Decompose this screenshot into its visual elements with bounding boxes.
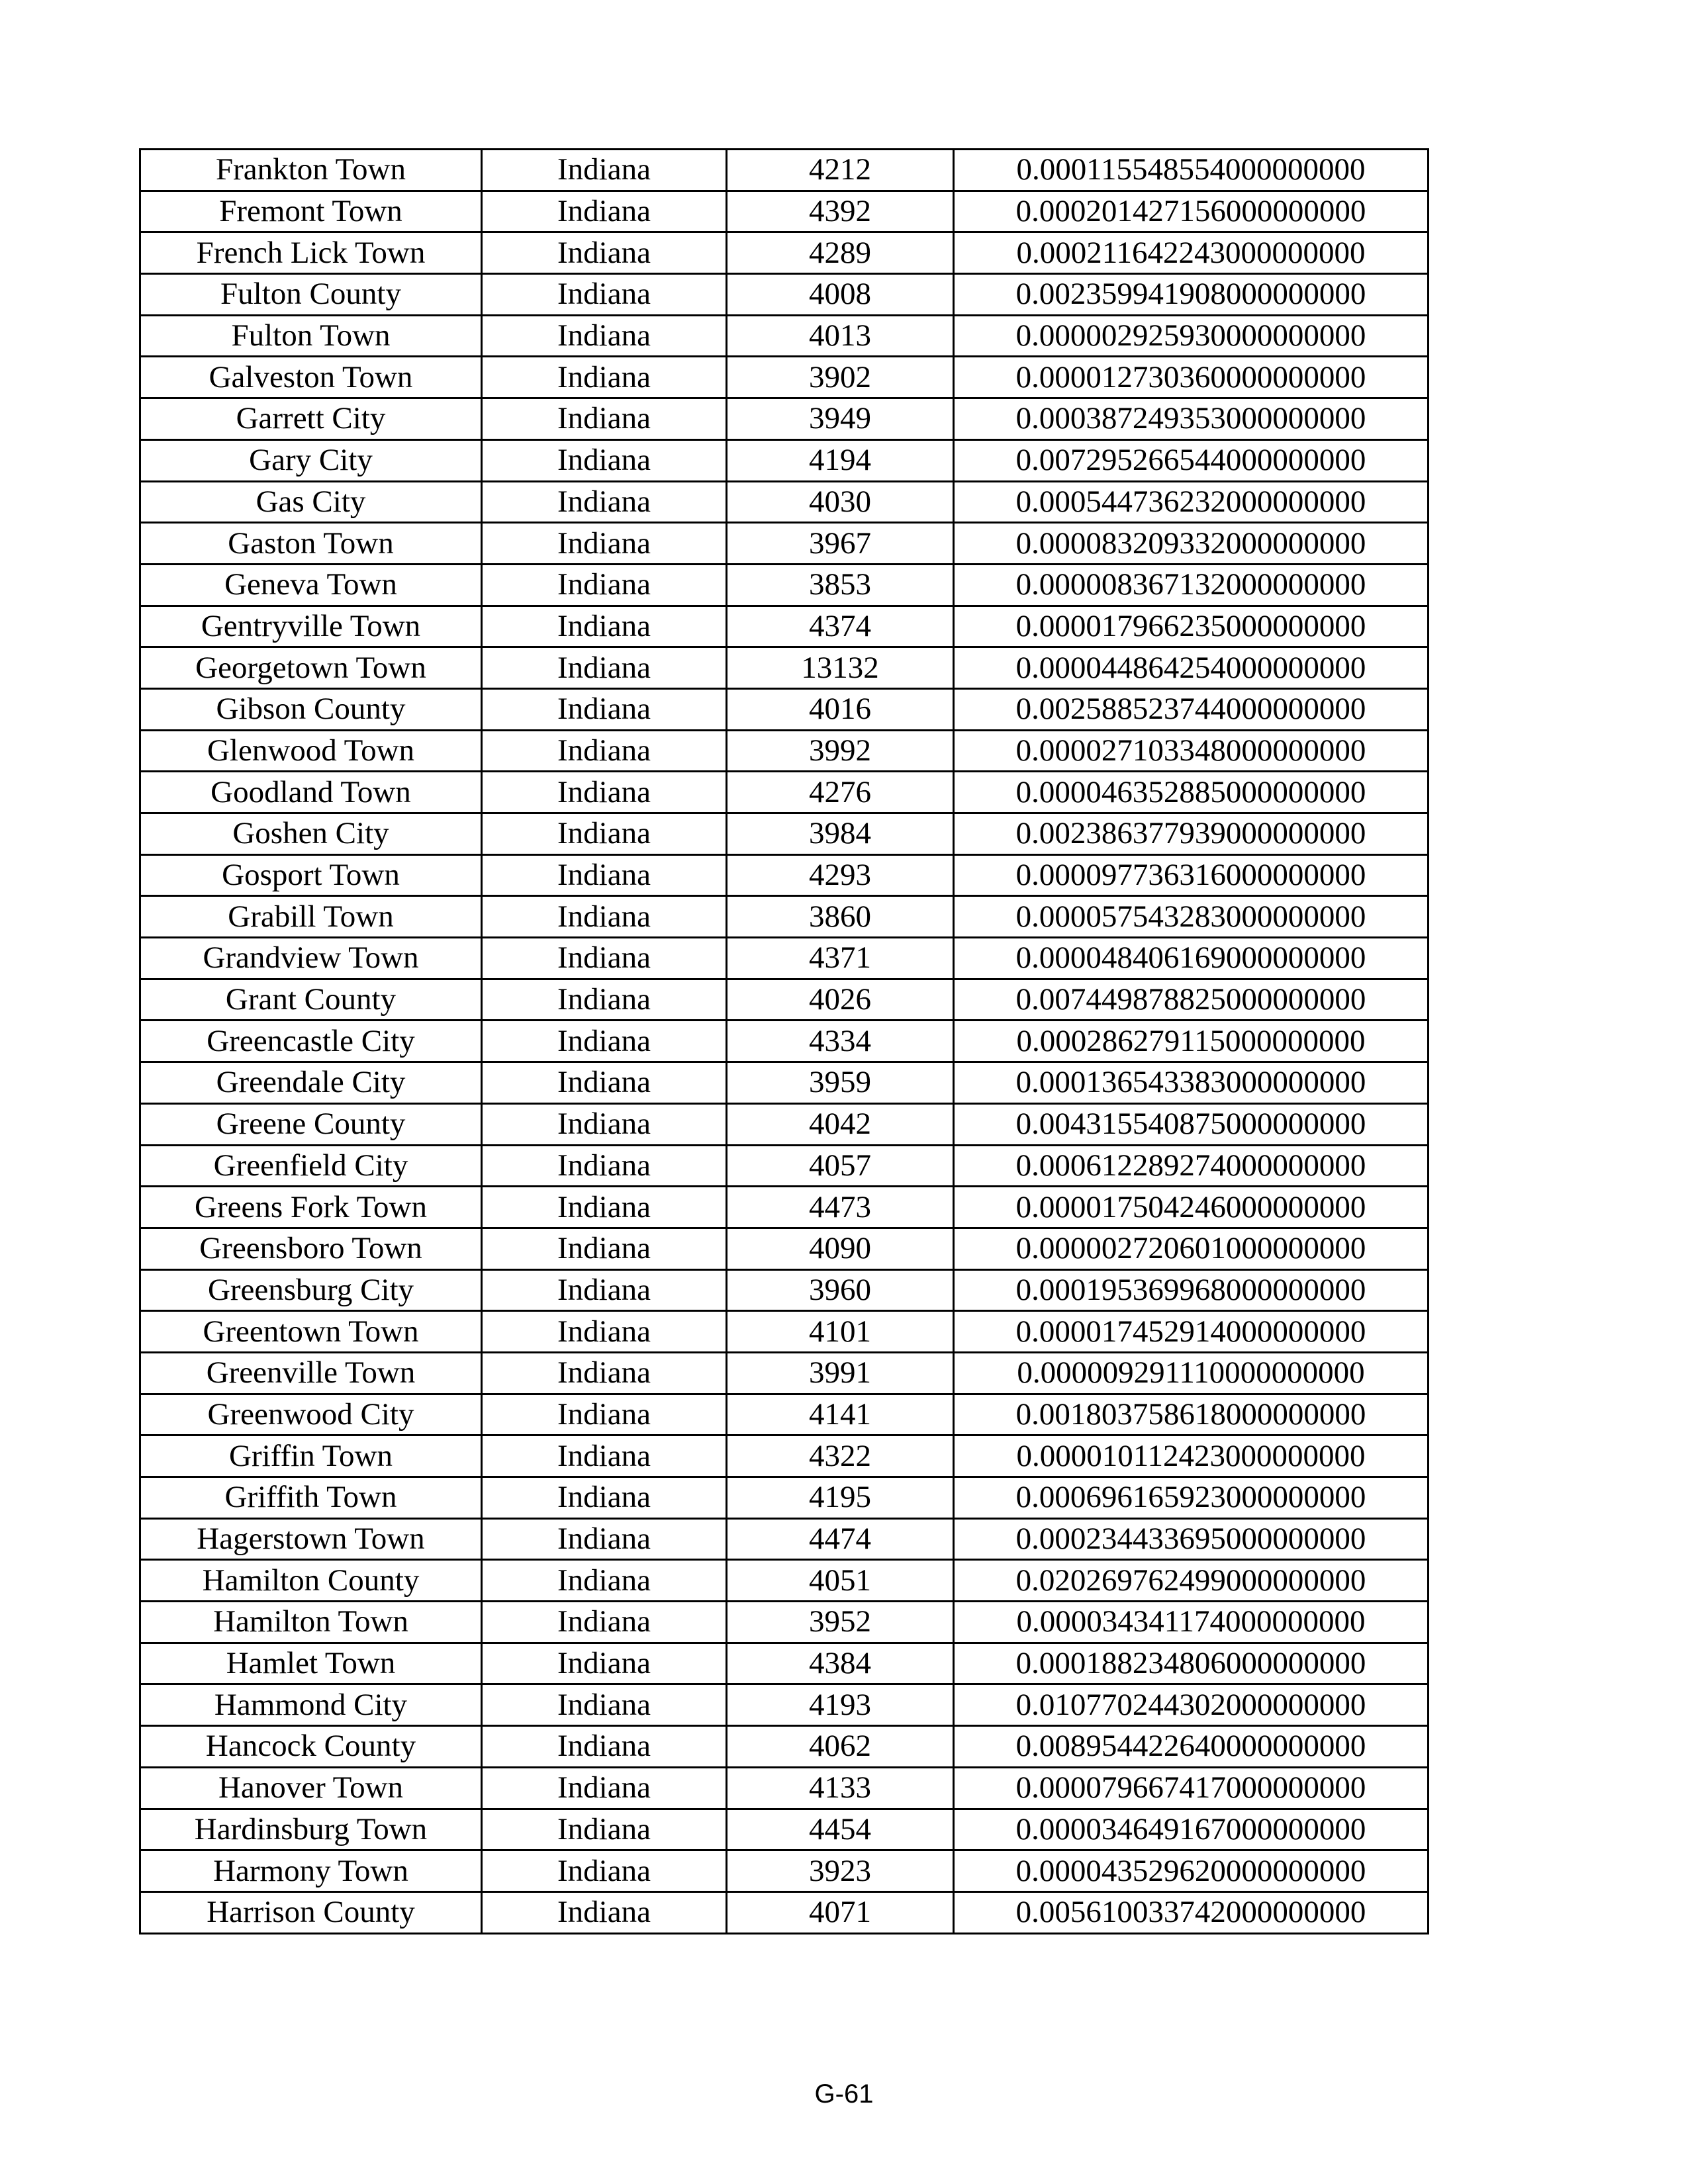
cell-value: 0.007449878825000000000 xyxy=(954,979,1429,1021)
cell-value: 0.000097736316000000000 xyxy=(954,854,1429,896)
cell-code: 3902 xyxy=(727,357,954,398)
cell-code: 4090 xyxy=(727,1228,954,1269)
cell-value: 0.000027103348000000000 xyxy=(954,730,1429,772)
cell-value: 0.000043529620000000000 xyxy=(954,1850,1429,1892)
table-row xyxy=(140,232,1429,274)
cell-code: 4071 xyxy=(727,1891,954,1933)
table-body xyxy=(140,150,1429,1934)
cell-name: Fulton Town xyxy=(140,315,482,357)
cell-value: 0.020269762499000000000 xyxy=(954,1560,1429,1602)
cell-name: Gaston Town xyxy=(140,523,482,565)
cell-name: Goshen City xyxy=(140,813,482,855)
cell-state: Indiana xyxy=(482,1767,727,1809)
cell-state: Indiana xyxy=(482,1394,727,1435)
cell-code: 4133 xyxy=(727,1767,954,1809)
cell-name: Fulton County xyxy=(140,274,482,316)
table-row xyxy=(140,1394,1429,1435)
cell-code: 3949 xyxy=(727,398,954,440)
cell-value: 0.000044864254000000000 xyxy=(954,647,1429,689)
cell-code: 3959 xyxy=(727,1062,954,1104)
table-row xyxy=(140,1269,1429,1311)
cell-value: 0.000136543383000000000 xyxy=(954,1062,1429,1104)
cell-code: 4194 xyxy=(727,439,954,481)
cell-value: 0.000017452914000000000 xyxy=(954,1311,1429,1353)
cell-code: 4392 xyxy=(727,191,954,232)
cell-name: Goodland Town xyxy=(140,772,482,813)
cell-state: Indiana xyxy=(482,647,727,689)
cell-code: 4195 xyxy=(727,1477,954,1519)
cell-name: Hammond City xyxy=(140,1684,482,1726)
cell-name: Grant County xyxy=(140,979,482,1021)
cell-state: Indiana xyxy=(482,1228,727,1269)
cell-name: Greens Fork Town xyxy=(140,1187,482,1228)
cell-name: Gosport Town xyxy=(140,854,482,896)
cell-value: 0.000234433695000000000 xyxy=(954,1518,1429,1560)
cell-code: 4016 xyxy=(727,688,954,730)
cell-code: 3853 xyxy=(727,564,954,606)
cell-state: Indiana xyxy=(482,938,727,979)
cell-name: Geneva Town xyxy=(140,564,482,606)
cell-value: 0.000034649167000000000 xyxy=(954,1809,1429,1850)
cell-state: Indiana xyxy=(482,523,727,565)
cell-value: 0.002386377939000000000 xyxy=(954,813,1429,855)
cell-code: 4473 xyxy=(727,1187,954,1228)
cell-code: 3967 xyxy=(727,523,954,565)
cell-state: Indiana xyxy=(482,150,727,191)
cell-value: 0.000057543283000000000 xyxy=(954,896,1429,938)
table-row xyxy=(140,772,1429,813)
cell-state: Indiana xyxy=(482,191,727,232)
cell-state: Indiana xyxy=(482,398,727,440)
cell-value: 0.005610033742000000000 xyxy=(954,1891,1429,1933)
page-number: G-61 xyxy=(814,2079,874,2109)
cell-code: 3860 xyxy=(727,896,954,938)
cell-value: 0.000612289274000000000 xyxy=(954,1145,1429,1187)
cell-name: Georgetown Town xyxy=(140,647,482,689)
table-row xyxy=(140,1684,1429,1726)
cell-value: 0.000046352885000000000 xyxy=(954,772,1429,813)
cell-state: Indiana xyxy=(482,481,727,523)
table-row xyxy=(140,1021,1429,1062)
table-row xyxy=(140,1062,1429,1104)
cell-code: 4057 xyxy=(727,1145,954,1187)
cell-name: Hamilton County xyxy=(140,1560,482,1602)
cell-name: Gibson County xyxy=(140,688,482,730)
table-row xyxy=(140,191,1429,232)
table-row xyxy=(140,1228,1429,1269)
cell-code: 4374 xyxy=(727,606,954,647)
cell-name: Harmony Town xyxy=(140,1850,482,1892)
cell-value: 0.007295266544000000000 xyxy=(954,439,1429,481)
cell-value: 0.000115548554000000000 xyxy=(954,150,1429,191)
cell-state: Indiana xyxy=(482,1891,727,1933)
cell-state: Indiana xyxy=(482,1477,727,1519)
cell-state: Indiana xyxy=(482,1187,727,1228)
table-row xyxy=(140,1850,1429,1892)
cell-value: 0.000286279115000000000 xyxy=(954,1021,1429,1062)
cell-value: 0.000195369968000000000 xyxy=(954,1269,1429,1311)
cell-name: Harrison County xyxy=(140,1891,482,1933)
cell-name: Griffith Town xyxy=(140,1477,482,1519)
cell-code: 4101 xyxy=(727,1311,954,1353)
cell-name: Galveston Town xyxy=(140,357,482,398)
cell-state: Indiana xyxy=(482,564,727,606)
cell-code: 4062 xyxy=(727,1726,954,1768)
cell-state: Indiana xyxy=(482,1062,727,1104)
cell-value: 0.000002925930000000000 xyxy=(954,315,1429,357)
cell-state: Indiana xyxy=(482,232,727,274)
cell-state: Indiana xyxy=(482,772,727,813)
cell-value: 0.000048406169000000000 xyxy=(954,938,1429,979)
cell-name: Frankton Town xyxy=(140,150,482,191)
table-row xyxy=(140,1809,1429,1850)
cell-state: Indiana xyxy=(482,274,727,316)
cell-name: Garrett City xyxy=(140,398,482,440)
cell-code: 3984 xyxy=(727,813,954,855)
table-row xyxy=(140,688,1429,730)
cell-value: 0.000188234806000000000 xyxy=(954,1643,1429,1684)
cell-value: 0.000034341174000000000 xyxy=(954,1602,1429,1643)
cell-state: Indiana xyxy=(482,1560,727,1602)
cell-state: Indiana xyxy=(482,1850,727,1892)
cell-code: 4008 xyxy=(727,274,954,316)
table-row xyxy=(140,1643,1429,1684)
cell-state: Indiana xyxy=(482,1269,727,1311)
cell-name: Gentryville Town xyxy=(140,606,482,647)
cell-value: 0.000002720601000000000 xyxy=(954,1228,1429,1269)
cell-code: 4454 xyxy=(727,1809,954,1850)
cell-name: Hamlet Town xyxy=(140,1643,482,1684)
table-row xyxy=(140,274,1429,316)
cell-code: 4276 xyxy=(727,772,954,813)
cell-code: 4051 xyxy=(727,1560,954,1602)
table-row xyxy=(140,1518,1429,1560)
cell-state: Indiana xyxy=(482,1103,727,1145)
table-row xyxy=(140,854,1429,896)
cell-name: Gary City xyxy=(140,439,482,481)
cell-value: 0.000017504246000000000 xyxy=(954,1187,1429,1228)
table-row xyxy=(140,1311,1429,1353)
cell-code: 3991 xyxy=(727,1352,954,1394)
cell-name: Griffin Town xyxy=(140,1435,482,1477)
cell-code: 4030 xyxy=(727,481,954,523)
cell-name: Hancock County xyxy=(140,1726,482,1768)
cell-state: Indiana xyxy=(482,606,727,647)
cell-code: 4026 xyxy=(727,979,954,1021)
table-row xyxy=(140,1103,1429,1145)
cell-name: Greensburg City xyxy=(140,1269,482,1311)
table-row xyxy=(140,1767,1429,1809)
cell-code: 4013 xyxy=(727,315,954,357)
cell-value: 0.000696165923000000000 xyxy=(954,1477,1429,1519)
cell-value: 0.000083209332000000000 xyxy=(954,523,1429,565)
cell-name: Greentown Town xyxy=(140,1311,482,1353)
cell-name: Greenfield City xyxy=(140,1145,482,1187)
table-row xyxy=(140,398,1429,440)
cell-code: 4193 xyxy=(727,1684,954,1726)
cell-state: Indiana xyxy=(482,688,727,730)
cell-state: Indiana xyxy=(482,1145,727,1187)
table-row xyxy=(140,481,1429,523)
cell-state: Indiana xyxy=(482,1809,727,1850)
cell-name: Hamilton Town xyxy=(140,1602,482,1643)
cell-name: Hanover Town xyxy=(140,1767,482,1809)
cell-value: 0.000008367132000000000 xyxy=(954,564,1429,606)
table-row xyxy=(140,439,1429,481)
cell-value: 0.004315540875000000000 xyxy=(954,1103,1429,1145)
cell-state: Indiana xyxy=(482,1311,727,1353)
cell-state: Indiana xyxy=(482,1435,727,1477)
cell-code: 13132 xyxy=(727,647,954,689)
cell-name: Greenville Town xyxy=(140,1352,482,1394)
cell-value: 0.010770244302000000000 xyxy=(954,1684,1429,1726)
allocation-table xyxy=(139,148,1429,1934)
cell-state: Indiana xyxy=(482,1021,727,1062)
cell-code: 4334 xyxy=(727,1021,954,1062)
cell-state: Indiana xyxy=(482,439,727,481)
table-row xyxy=(140,1726,1429,1768)
table-row xyxy=(140,357,1429,398)
cell-code: 4384 xyxy=(727,1643,954,1684)
table-row xyxy=(140,979,1429,1021)
cell-value: 0.000010112423000000000 xyxy=(954,1435,1429,1477)
cell-name: Gas City xyxy=(140,481,482,523)
cell-state: Indiana xyxy=(482,1518,727,1560)
cell-value: 0.000012730360000000000 xyxy=(954,357,1429,398)
cell-value: 0.001803758618000000000 xyxy=(954,1394,1429,1435)
table-row xyxy=(140,523,1429,565)
cell-name: Fremont Town xyxy=(140,191,482,232)
cell-value: 0.000544736232000000000 xyxy=(954,481,1429,523)
table-row xyxy=(140,1891,1429,1933)
cell-state: Indiana xyxy=(482,896,727,938)
cell-state: Indiana xyxy=(482,1726,727,1768)
cell-name: French Lick Town xyxy=(140,232,482,274)
cell-code: 4322 xyxy=(727,1435,954,1477)
cell-state: Indiana xyxy=(482,357,727,398)
cell-name: Grabill Town xyxy=(140,896,482,938)
cell-code: 4141 xyxy=(727,1394,954,1435)
table-row xyxy=(140,1187,1429,1228)
cell-value: 0.002588523744000000000 xyxy=(954,688,1429,730)
cell-code: 4289 xyxy=(727,232,954,274)
cell-value: 0.000201427156000000000 xyxy=(954,191,1429,232)
cell-name: Greenwood City xyxy=(140,1394,482,1435)
cell-name: Greendale City xyxy=(140,1062,482,1104)
cell-value: 0.000079667417000000000 xyxy=(954,1767,1429,1809)
cell-state: Indiana xyxy=(482,1602,727,1643)
cell-code: 3960 xyxy=(727,1269,954,1311)
cell-code: 4474 xyxy=(727,1518,954,1560)
cell-name: Greencastle City xyxy=(140,1021,482,1062)
cell-state: Indiana xyxy=(482,1684,727,1726)
table-row xyxy=(140,1145,1429,1187)
cell-code: 3952 xyxy=(727,1602,954,1643)
cell-value: 0.000387249353000000000 xyxy=(954,398,1429,440)
cell-name: Grandview Town xyxy=(140,938,482,979)
cell-value: 0.000017966235000000000 xyxy=(954,606,1429,647)
cell-state: Indiana xyxy=(482,1352,727,1394)
cell-state: Indiana xyxy=(482,813,727,855)
table-row xyxy=(140,1435,1429,1477)
table-row xyxy=(140,1560,1429,1602)
cell-code: 4212 xyxy=(727,150,954,191)
cell-name: Hagerstown Town xyxy=(140,1518,482,1560)
table-row xyxy=(140,647,1429,689)
cell-name: Glenwood Town xyxy=(140,730,482,772)
cell-state: Indiana xyxy=(482,315,727,357)
cell-code: 3923 xyxy=(727,1850,954,1892)
cell-state: Indiana xyxy=(482,730,727,772)
table-row xyxy=(140,606,1429,647)
cell-state: Indiana xyxy=(482,1643,727,1684)
cell-name: Hardinsburg Town xyxy=(140,1809,482,1850)
table-row xyxy=(140,813,1429,855)
cell-value: 0.002359941908000000000 xyxy=(954,274,1429,316)
table-row xyxy=(140,1352,1429,1394)
table-row xyxy=(140,150,1429,191)
table-row xyxy=(140,1477,1429,1519)
cell-value: 0.000009291110000000000 xyxy=(954,1352,1429,1394)
table-row xyxy=(140,938,1429,979)
cell-code: 4293 xyxy=(727,854,954,896)
table-row xyxy=(140,1602,1429,1643)
cell-state: Indiana xyxy=(482,854,727,896)
cell-value: 0.008954422640000000000 xyxy=(954,1726,1429,1768)
table-row xyxy=(140,730,1429,772)
cell-state: Indiana xyxy=(482,979,727,1021)
cell-value: 0.000211642243000000000 xyxy=(954,232,1429,274)
cell-code: 4042 xyxy=(727,1103,954,1145)
cell-code: 3992 xyxy=(727,730,954,772)
cell-name: Greene County xyxy=(140,1103,482,1145)
table-row xyxy=(140,564,1429,606)
cell-code: 4371 xyxy=(727,938,954,979)
cell-name: Greensboro Town xyxy=(140,1228,482,1269)
table-row xyxy=(140,315,1429,357)
table-row xyxy=(140,896,1429,938)
